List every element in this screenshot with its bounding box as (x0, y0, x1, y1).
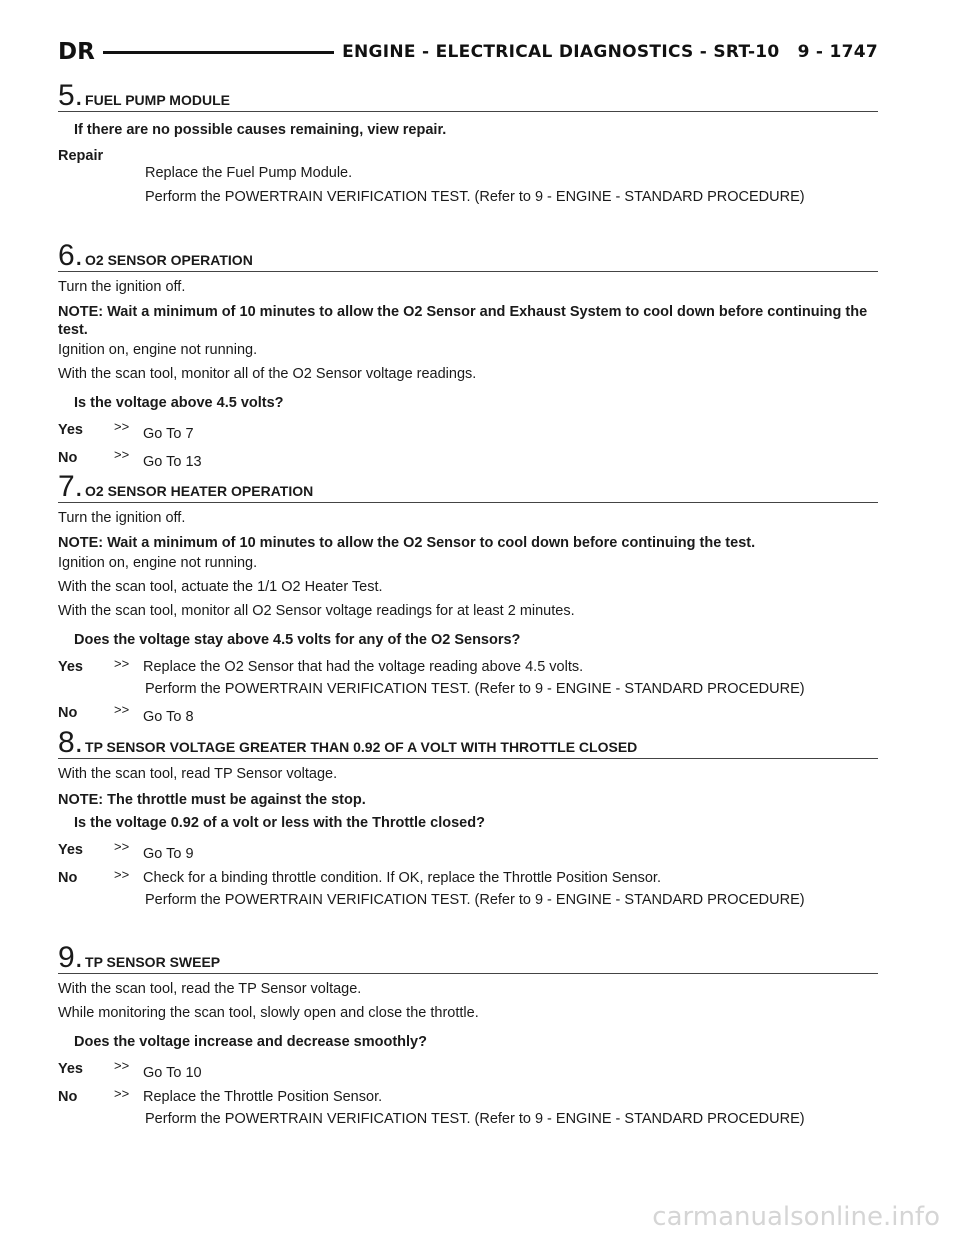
answer-text: Go To 9 (143, 846, 194, 862)
answer-label: Yes (58, 422, 83, 438)
section-title: TP SENSOR SWEEP (85, 954, 221, 970)
page-header (58, 38, 878, 66)
question-text: Is the voltage 0.92 of a volt or less with the Throttle closed? (74, 815, 485, 831)
question-text: Is the voltage above 4.5 volts? (74, 395, 284, 411)
answer-no (58, 1088, 878, 1106)
answer-text: Replace the O2 Sensor that had the voltage reading above 4.5 volts. (143, 659, 584, 675)
section-5 (58, 79, 878, 206)
section-number: 9. (58, 941, 84, 974)
answer-text: Go To 10 (143, 1065, 202, 1081)
answer-text: Go To 8 (143, 709, 194, 725)
section-6 (58, 239, 878, 470)
section-title: TP SENSOR VOLTAGE GREATER THAN 0.92 OF A VOLT WITH THROTTLE CLOSED (85, 739, 638, 755)
answer-text: Perform the POWERTRAIN VERIFICATION TEST. (Refer to 9 - ENGINE - STANDARD PROCEDURE) (145, 681, 805, 697)
section-heading (58, 79, 878, 112)
answer-text: Replace the Throttle Position Sensor. (143, 1089, 383, 1105)
section-heading (58, 239, 878, 272)
answer-yes (58, 1058, 878, 1081)
arrow-icon: >> (114, 1086, 130, 1101)
section-9 (58, 941, 878, 1128)
section-title: O2 SENSOR OPERATION (85, 252, 253, 268)
answer-no (58, 702, 878, 725)
question-text: Does the voltage increase and decrease smoothly? (74, 1034, 427, 1050)
instruction-text: With the scan tool, read TP Sensor voltage. (58, 766, 338, 782)
instruction-text: If there are no possible causes remaining, view repair. (74, 122, 447, 138)
answer-label: No (58, 450, 78, 466)
section-heading (58, 726, 878, 759)
section-heading (58, 941, 878, 974)
section-7 (58, 470, 878, 725)
arrow-icon: >> (114, 419, 130, 434)
note-text: NOTE: Wait a minimum of 10 minutes to allow the O2 Sensor to cool down before continuing the test. (58, 535, 756, 551)
repair-step: Replace the Fuel Pump Module. (145, 165, 353, 181)
repair-step: Perform the POWERTRAIN VERIFICATION TEST. (Refer to 9 - ENGINE - STANDARD PROCEDURE) (145, 189, 805, 205)
note-text: NOTE: Wait a minimum of 10 minutes to allow the O2 Sensor and Exhaust System to cool down before continuing the test. (58, 304, 868, 338)
arrow-icon: >> (114, 1058, 130, 1073)
arrow-icon: >> (114, 867, 130, 882)
answer-no (58, 869, 878, 887)
instruction-text: Ignition on, engine not running. (58, 555, 258, 571)
instruction-text: With the scan tool, monitor all of the O2 Sensor voltage readings. (58, 366, 477, 382)
question-text: Does the voltage stay above 4.5 volts for any of the O2 Sensors? (74, 632, 521, 648)
instruction-text: Ignition on, engine not running. (58, 342, 258, 358)
header-rule (103, 51, 334, 54)
instruction-text: With the scan tool, actuate the 1/1 O2 Heater Test. (58, 579, 383, 595)
page-number: 9 - 1747 (797, 42, 878, 62)
answer-text: Check for a binding throttle condition. If OK, replace the Throttle Position Sensor. (143, 870, 661, 886)
instruction-text: With the scan tool, monitor all O2 Sensor voltage readings for at least 2 minutes. (58, 603, 575, 619)
instruction-text: Turn the ignition off. (58, 279, 186, 295)
arrow-icon: >> (114, 839, 130, 854)
answer-text: Perform the POWERTRAIN VERIFICATION TEST. (Refer to 9 - ENGINE - STANDARD PROCEDURE) (145, 892, 805, 908)
arrow-icon: >> (114, 656, 130, 671)
answer-yes (58, 658, 878, 676)
header-title: ENGINE - ELECTRICAL DIAGNOSTICS - SRT-10 (342, 42, 780, 62)
header-code: DR (58, 39, 95, 65)
answer-text: Go To 7 (143, 426, 194, 442)
answer-text: Go To 13 (143, 454, 202, 470)
section-heading (58, 470, 878, 503)
answer-yes (58, 419, 878, 442)
note-text: NOTE: The throttle must be against the stop. (58, 792, 366, 808)
answer-label: No (58, 705, 78, 721)
section-number: 7. (58, 470, 84, 503)
section-8 (58, 726, 878, 909)
instruction-text: While monitoring the scan tool, slowly open and close the throttle. (58, 1005, 479, 1021)
answer-label: No (58, 870, 78, 886)
section-title: FUEL PUMP MODULE (85, 92, 230, 108)
section-number: 6. (58, 239, 84, 272)
section-number: 8. (58, 726, 84, 759)
answer-text: Perform the POWERTRAIN VERIFICATION TEST. (Refer to 9 - ENGINE - STANDARD PROCEDURE) (145, 1111, 805, 1127)
section-title: O2 SENSOR HEATER OPERATION (85, 483, 314, 499)
answer-yes (58, 839, 878, 862)
answer-label: No (58, 1089, 78, 1105)
arrow-icon: >> (114, 447, 130, 462)
answer-label: Yes (58, 1061, 83, 1077)
arrow-icon: >> (114, 702, 130, 717)
watermark: carmanualsonline.info (652, 1202, 940, 1232)
answer-label: Yes (58, 659, 83, 675)
instruction-text: With the scan tool, read the TP Sensor voltage. (58, 981, 362, 997)
repair-label: Repair (58, 148, 104, 164)
answer-label: Yes (58, 842, 83, 858)
instruction-text: Turn the ignition off. (58, 510, 186, 526)
answer-no (58, 447, 878, 470)
section-number: 5. (58, 79, 84, 112)
